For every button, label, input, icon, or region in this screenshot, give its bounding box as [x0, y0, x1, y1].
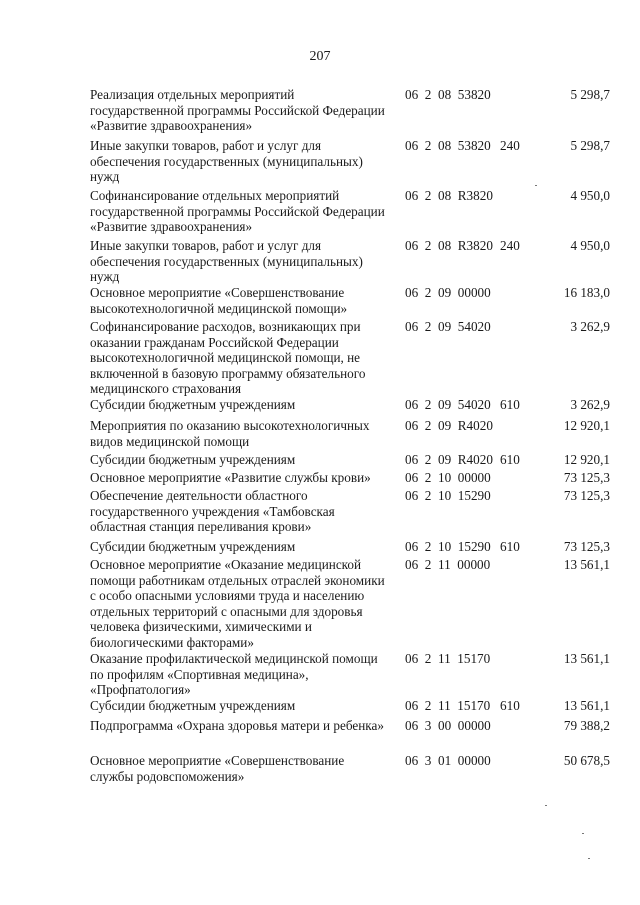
row-code: 06 2 09 R4020	[405, 452, 493, 467]
row-amount: 3 262,9	[570, 319, 610, 334]
row-code: 06 2 09 54020	[405, 319, 491, 334]
row-code: 06 2 09 00000	[405, 285, 491, 300]
row-code: 06 2 08 R3820	[405, 188, 493, 203]
row-description: Иные закупки товаров, работ и услуг для обеспечения государственных (муниципальных) нужд	[90, 138, 363, 185]
row-code: 06 2 10 00000	[405, 470, 491, 485]
row-description: Реализация отдельных мероприятий государственной программы Российской Федерации «Развитие здравоохранения»	[90, 87, 385, 134]
row-code: 06 2 11 15170	[405, 698, 491, 713]
row-amount: 12 920,1	[563, 452, 610, 467]
row-code: 06 2 11 15170	[405, 651, 491, 666]
scan-speck	[588, 858, 590, 859]
row-amount: 73 125,3	[563, 470, 610, 485]
scan-speck	[535, 185, 537, 186]
row-amount: 12 920,1	[563, 418, 610, 433]
row-description: Основное мероприятие «Совершенствование высокотехнологичной медицинской помощи»	[90, 285, 348, 316]
row-code: 06 2 08 53820	[405, 87, 491, 102]
row-amount: 73 125,3	[563, 539, 610, 554]
row-expense-type: 610	[500, 698, 520, 713]
row-expense-type: 610	[500, 452, 520, 467]
row-description: Субсидии бюджетным учреждениям	[90, 539, 296, 554]
row-amount: 5 298,7	[570, 138, 610, 153]
row-description: Основное мероприятие «Развитие службы крови»	[90, 470, 371, 485]
row-amount: 13 561,1	[563, 651, 610, 666]
row-description: Иные закупки товаров, работ и услуг для обеспечения государственных (муниципальных) нужд	[90, 238, 363, 285]
row-amount: 13 561,1	[563, 698, 610, 713]
row-amount: 79 388,2	[563, 718, 610, 733]
row-amount: 73 125,3	[563, 488, 610, 503]
row-code: 06 2 09 54020	[405, 397, 491, 412]
row-amount: 50 678,5	[563, 753, 610, 768]
row-code: 06 2 08 R3820	[405, 238, 493, 253]
row-amount: 16 183,0	[563, 285, 610, 300]
row-description: Субсидии бюджетным учреждениям	[90, 698, 296, 713]
page-number: 207	[309, 49, 331, 64]
row-amount: 4 950,0	[570, 238, 610, 253]
row-description: Субсидии бюджетным учреждениям	[90, 397, 296, 412]
row-description: Софинансирование отдельных мероприятий государственной программы Российской Федерации «Развитие здравоохранения»	[90, 188, 385, 235]
row-amount: 4 950,0	[570, 188, 610, 203]
row-expense-type: 610	[500, 539, 520, 554]
row-expense-type: 240	[500, 138, 520, 153]
row-description: Субсидии бюджетным учреждениям	[90, 452, 296, 467]
scan-speck	[545, 805, 547, 806]
row-description: Обеспечение деятельности областного государственного учреждения «Тамбовская областная станция переливания крови»	[90, 488, 335, 535]
row-code: 06 3 01 00000	[405, 753, 491, 768]
row-code: 06 2 10 15290	[405, 539, 491, 554]
row-expense-type: 240	[500, 238, 520, 253]
row-code: 06 2 11 00000	[405, 557, 491, 572]
row-code: 06 2 10 15290	[405, 488, 491, 503]
row-description: Подпрограмма «Охрана здоровья матери и ребенка»	[90, 718, 384, 733]
row-code: 06 2 09 R4020	[405, 418, 493, 433]
row-amount: 13 561,1	[563, 557, 610, 572]
row-description: Оказание профилактической медицинской помощи по профилям «Спортивная медицина», «Профпатология»	[90, 651, 378, 698]
scan-speck	[582, 833, 584, 834]
row-description: Основное мероприятие «Совершенствование службы родовспоможения»	[90, 753, 345, 784]
row-code: 06 3 00 00000	[405, 718, 491, 733]
row-expense-type: 610	[500, 397, 520, 412]
row-amount: 5 298,7	[570, 87, 610, 102]
row-code: 06 2 08 53820	[405, 138, 491, 153]
row-description: Мероприятия по оказанию высокотехнологичных видов медицинской помощи	[90, 418, 370, 449]
row-description: Основное мероприятие «Оказание медицинской помощи работникам отдельных отраслей экономики с особо опасными условиями труда и населению отдельных территорий с опасными для здоровья человека физическими, химическими и биологическими факторами»	[90, 557, 385, 650]
row-amount: 3 262,9	[570, 397, 610, 412]
row-description: Софинансирование расходов, возникающих при оказании гражданам Российской Федерации высокотехнологичной медицинской помощи, не включенной в базовую программу обязательного медицинского страхования	[90, 319, 366, 397]
